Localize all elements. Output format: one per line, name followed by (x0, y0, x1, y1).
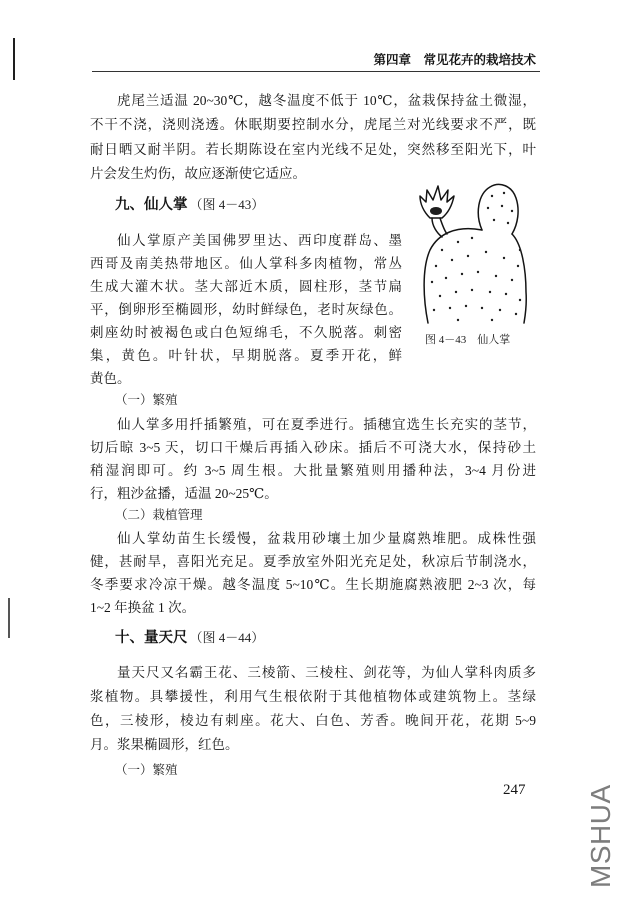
text-line: 生成大灌木状。茎大部近木质，圆柱形，茎节扁 (90, 278, 402, 294)
section-title: 十、量天尺 (115, 630, 188, 646)
cactus-areole (519, 249, 521, 251)
cactus-areole (455, 291, 457, 293)
cactus-illustration (412, 180, 537, 325)
cactus-areole (491, 319, 493, 321)
night-blooming-cereus-description (90, 661, 536, 757)
cactus-areole (505, 293, 507, 295)
cactus-areole (517, 265, 519, 267)
text-line: 行，粗沙盆播，适温 20~25℃。 (90, 485, 278, 501)
cactus-areole (471, 237, 473, 239)
cactus-areole (457, 241, 459, 243)
section-heading-cactus (115, 193, 264, 217)
cactus-areole (511, 210, 513, 212)
running-header: 第四章 常见花卉的栽培技术 (373, 53, 536, 67)
cactus-areole (465, 305, 467, 307)
text-line: 刺座幼时被褐色或白色短绵毛，不久脱落。刺密 (90, 324, 402, 340)
cactus-areole (445, 277, 447, 279)
header-rule (92, 71, 540, 72)
section-heading-night-blooming-cereus (115, 626, 264, 650)
scan-mark-left (8, 598, 10, 638)
cactus-areole (507, 222, 509, 224)
cactus-areole (493, 219, 495, 221)
cactus-areole (433, 309, 435, 311)
figure-reference: （图 4－44） (189, 630, 265, 645)
cactus-areole (477, 271, 479, 273)
figure-reference: （图 4－43） (189, 197, 265, 212)
watermark (586, 782, 616, 888)
cactus-areoles (431, 192, 521, 321)
section-title: 九、仙人掌 (115, 197, 188, 213)
cactus-areole (467, 255, 469, 257)
text-line: 稍湿润即可。约 3~5 周生根。大批量繁殖则用播种法，3~4 月份进 (90, 462, 536, 478)
cactus-main-pad-left (424, 229, 482, 323)
text-line: 不干不浇，浇则浇透。休眠期要控制水分，虎尾兰对光线要求不严，既 (90, 117, 536, 133)
page-number: 247 (503, 782, 526, 798)
text-line: 量天尺又名霸王花、三棱箭、三棱柱、剑花等，为仙人掌科肉质多 (117, 665, 536, 680)
propagation-paragraph (90, 413, 536, 505)
text-line: 仙人掌多用扦插繁殖，可在夏季进行。插穗宜选生长充实的茎节， (117, 416, 536, 432)
text-line: 健，甚耐旱，喜阳光充足。夏季放室外阳光充足处，秋凉后节制浇水， (90, 553, 536, 569)
watermark-text: MSHUA (585, 784, 616, 888)
subheading-propagation: （一）繁殖 (115, 763, 178, 777)
cactus-areole (503, 192, 505, 194)
cactus-areole (489, 291, 491, 293)
text-line: 耐日晒又耐半阴。若长期陈设在室内光线不足处，突然移至阳光下，叶 (90, 141, 536, 157)
text-line: 西哥及南美热带地区。仙人掌科多肉植物，常丛 (90, 255, 402, 271)
cactus-areole (441, 249, 443, 251)
cactus-areole (499, 309, 501, 311)
cactus-areole (439, 295, 441, 297)
cactus-main-pad-right (512, 234, 526, 323)
text-line: 片会发生灼伤，故应逐渐使它适应。 (90, 165, 306, 181)
cactus-areole (457, 319, 459, 321)
text-line: 仙人掌原产美国佛罗里达、西印度群岛、墨 (117, 232, 402, 248)
cactus-areole (519, 299, 521, 301)
cactus-areole (435, 265, 437, 267)
text-line: 平，倒卵形至椭圆形，幼时鲜绿色，老时灰绿色。 (90, 301, 402, 317)
text-line: 黄色。 (90, 370, 131, 386)
cactus-areole (431, 281, 433, 283)
cactus-upper-pad (478, 184, 518, 234)
cactus-areole (471, 289, 473, 291)
cactus-areole (515, 313, 517, 315)
cactus-areole (485, 251, 487, 253)
text-line: 冬季要求冷凉干燥。越冬温度 5~10℃。生长期施腐熟液肥 2~3 次，每 (90, 577, 536, 593)
cactus-areole (501, 205, 503, 207)
text-line: 月。浆果椭圆形，红色。 (90, 737, 239, 752)
intro-paragraph (90, 89, 536, 186)
cactus-areole (495, 275, 497, 277)
cactus-areole (449, 307, 451, 309)
subheading-propagation: （一）繁殖 (115, 393, 178, 407)
cactus-areole (451, 259, 453, 261)
cactus-areole (487, 207, 489, 209)
text-line: 虎尾兰适温 20~30℃，越冬温度不低于 10℃，盆栽保持盆土微湿， (117, 93, 536, 108)
cactus-areole (503, 257, 505, 259)
scan-mark-top (13, 38, 15, 80)
cactus-areole (461, 273, 463, 275)
text-line: 1~2 年换盆 1 次。 (90, 600, 196, 616)
figure-caption: 图 4－43 仙人掌 (425, 334, 511, 346)
text-line: 集，黄色。叶针状，早期脱落。夏季开花，鲜 (90, 347, 402, 363)
cactus-flower-center (430, 207, 442, 215)
cactus-areole (481, 307, 483, 309)
subheading-cultivation: （二）栽植管理 (115, 508, 203, 522)
text-line: 仙人掌幼苗生长缓慢，盆栽用砂壤土加少量腐熟堆肥。成株性强 (117, 530, 536, 546)
text-line: 色，三棱形，棱边有刺座。花大、白色、芳香。晚间开花，花期 5~9 (90, 713, 536, 728)
text-line: 浆植物。具攀援性，利用气生根依附于其他植物体或建筑物上。茎绿 (90, 689, 536, 704)
cactus-description (90, 229, 402, 390)
cultivation-paragraph (90, 527, 536, 620)
text-line: 切后晾 3~5 天，切口干燥后再插入砂床。插后不可浇大水，保持砂土 (90, 439, 536, 455)
cactus-areole (491, 195, 493, 197)
cactus-areole (511, 279, 513, 281)
